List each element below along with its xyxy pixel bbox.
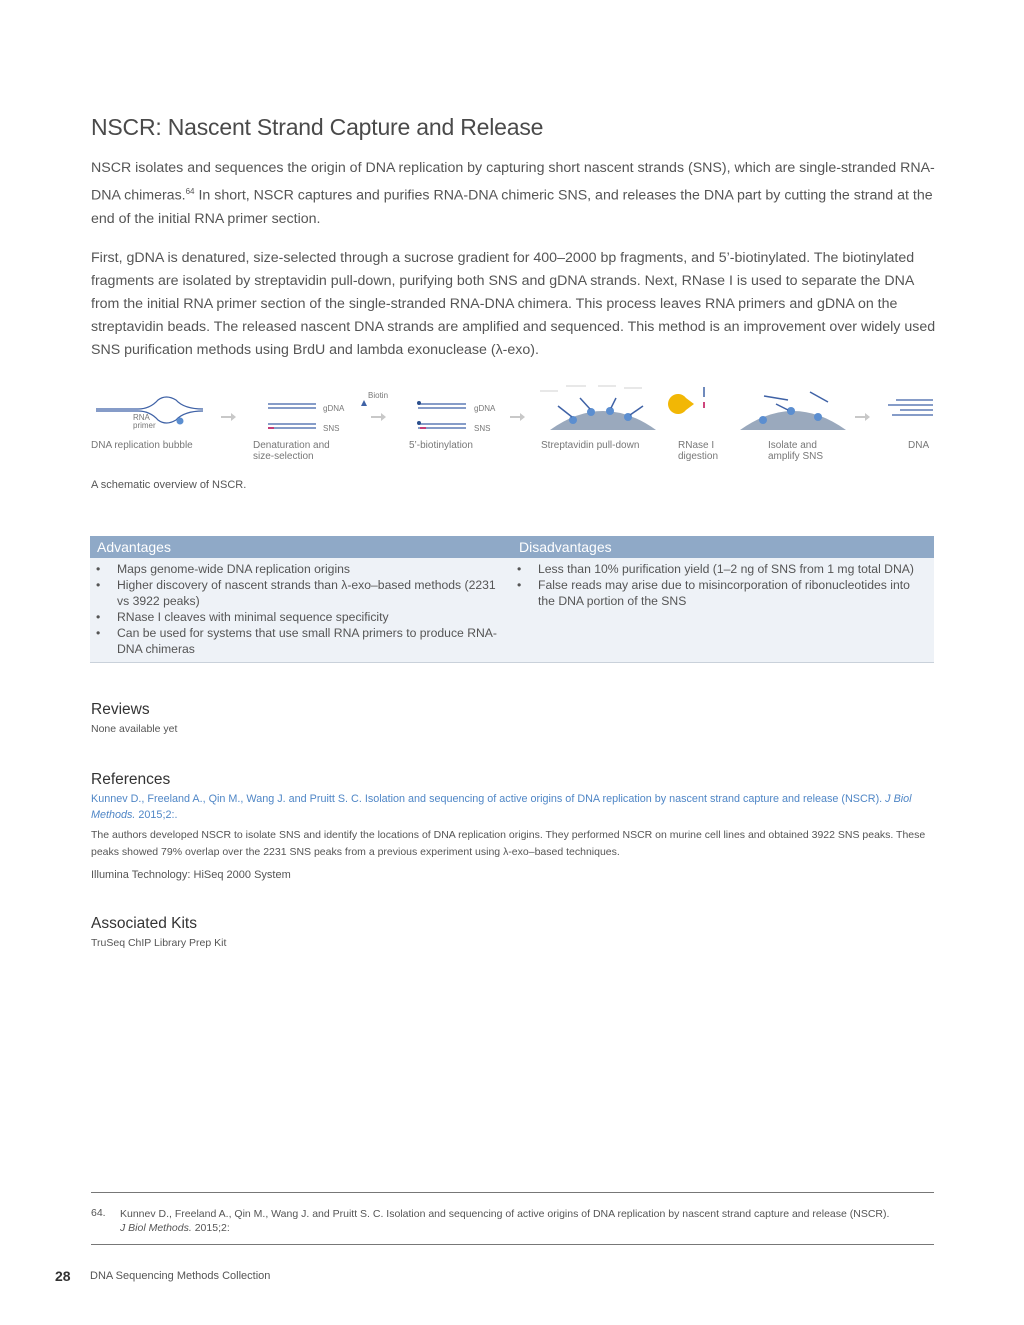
footnote-ref[interactable]: 64 [185,187,195,196]
step-label: Streptavidin pull-down [541,440,640,451]
sns-label-2: SNS [474,424,491,433]
pros-cons-table [90,536,934,663]
list-item: • Less than 10% purification yield (1–2 ng of SNS from 1 mg total DNA) [511,561,921,577]
step-label: Denaturation and size-selection [253,440,330,462]
footnote-divider [91,1192,934,1193]
rnase-icon [668,387,704,414]
intro-text-b: In short, NSCR captures and purifies RNA-DNA chimeric SNS, and releases the DNA part by cutting the strand at the end of the initial RNA primer section. [91,187,933,227]
intro-paragraph-1 [91,157,936,231]
intro-text-a: NSCR isolates and sequences the origin of DNA replication by capturing short nascent strands (SNS), which are single-stranded RNA-DNA chimeras. [91,160,935,204]
page-title: NSCR: Nascent Strand Capture and Release [91,114,544,140]
sns-label-1: SNS [323,424,340,433]
reviews-heading: Reviews [91,701,150,718]
reference-description: The authors developed NSCR to isolate SNS and identify the locations of DNA replication origins. They performed NSCR on murine cell lines and obtained 3922 SNS peaks. These peaks showed 79% overlap over the 2231 SNS peaks from a previous experiment using λ-exo–based techniques. [91,829,926,858]
footnote-number: 64. [91,1207,106,1219]
rna-primer-label: RNA primer [133,413,156,430]
gdna-label-2: gDNA [474,404,496,413]
table-header [90,536,934,558]
reference-citation-link[interactable]: Kunnev D., Freeland A., Qin M., Wang J. and Pruitt S. C. Isolation and sequencing of active origins of DNA replication by nascent strand capture and release (NSCR). J Biol Methods. 2015;2:. [91,793,912,821]
disadvantages-header: Disadvantages [519,539,612,555]
list-item: • Can be used for systems that use small RNA primers to produce RNA-DNA chimeras [90,625,500,657]
step-label: Isolate and amplify SNS [768,440,824,462]
advantages-header: Advantages [97,539,171,555]
collection-title: DNA Sequencing Methods Collection [90,1270,271,1282]
step-label: RNase I digestion [678,440,719,462]
nscr-schematic [88,384,938,468]
step-label: DNA replication bubble [91,440,193,451]
biotin-label: Biotin [368,391,389,400]
gdna-label-1: gDNA [323,404,345,413]
footer-divider [91,1244,934,1245]
disadvantages-column [511,561,921,609]
biotinylated-strands-icon [361,400,466,428]
footnote-text: Kunnev D., Freeland A., Qin M., Wang J. and Pruitt S. C. Isolation and sequencing of active origins of DNA replication by nascent strand capture and release (NSCR). J Biol Methods. 2015;2: [120,1208,890,1234]
step-label: 5’-biotinylation [409,440,473,451]
list-item: • RNase I cleaves with minimal sequence specificity [90,609,500,625]
references-heading: References [91,771,171,788]
illumina-technology: Illumina Technology: HiSeq 2000 System [91,869,291,881]
streptavidin-bead-icon [540,386,656,430]
list-item: • Higher discovery of nascent strands than λ-exo–based methods (2231 vs 3922 peaks) [90,577,500,609]
reviews-text: None available yet [91,723,178,735]
isolate-amplify-icon [740,392,846,430]
kits-heading: Associated Kits [91,915,197,932]
page-number: 28 [55,1268,71,1284]
list-item: • Maps genome-wide DNA replication origins [90,561,500,577]
table-body [90,558,934,663]
dna-strands-icon [888,400,933,415]
intro-paragraph-2: First, gDNA is denatured, size-selected through a sucrose gradient for 400–2000 bp fragments, and 5’-biotinylated. The biotinylated fragments are isolated by streptavidin pull-down, purifying both SNS and gDNA strands. Next, RNase I is used to separate the DNA from the initial RNA primer section of the single-stranded RNA-DNA chimera. This process leaves RNA primers and gDNA on the streptavidin beads. The released nascent DNA strands are amplified and sequenced. This method is an improvement over widely used SNS purification methods using BrdU and lambda exonuclease (λ-exo). [91,250,936,358]
advantages-column [90,561,500,657]
figure-caption: A schematic overview of NSCR. [91,479,247,491]
denatured-strands-icon [268,404,316,428]
step-label: DNA [908,440,930,451]
kits-text: TruSeq ChIP Library Prep Kit [91,937,227,949]
list-item: • False reads may arise due to misincorporation of ribonucleotides into the DNA portion of the SNS [511,577,921,609]
